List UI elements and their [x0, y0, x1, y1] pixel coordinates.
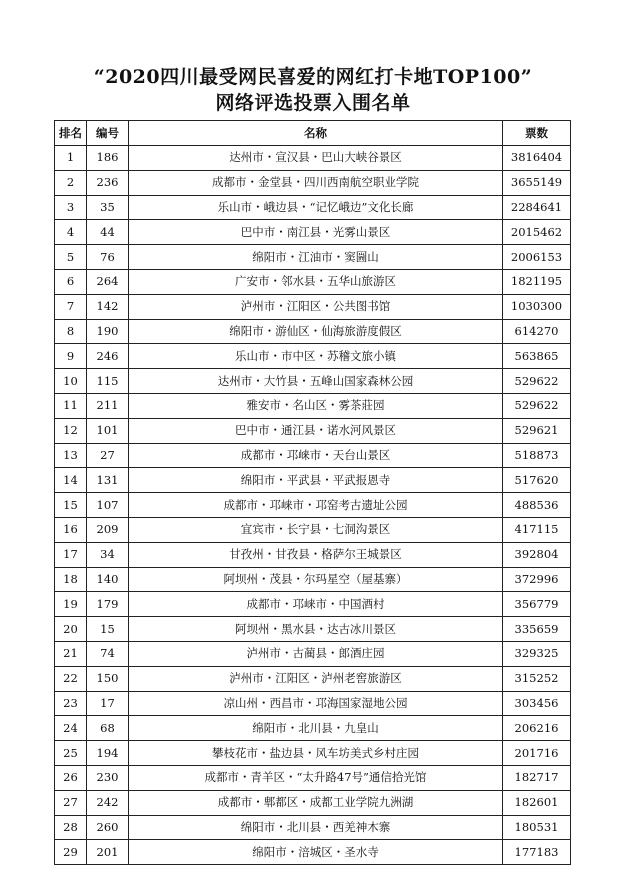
cell-rank: 2 [55, 170, 87, 195]
cell-number: 194 [87, 741, 129, 766]
cell-votes: 206216 [503, 716, 571, 741]
header-votes: 票数 [503, 121, 571, 146]
header-rank: 排名 [55, 121, 87, 146]
cell-number: 140 [87, 567, 129, 592]
cell-rank: 6 [55, 269, 87, 294]
table-row [55, 493, 571, 518]
cell-name: 乐山市・峨边县・“记忆峨边”文化长廊 [129, 195, 503, 220]
cell-votes: 517620 [503, 468, 571, 493]
cell-name: 成都市・青羊区・“太升路47号”通信拾光馆 [129, 765, 503, 790]
cell-number: 131 [87, 468, 129, 493]
header-row [55, 121, 571, 146]
cell-number: 190 [87, 319, 129, 344]
cell-rank: 4 [55, 220, 87, 245]
table-row [55, 393, 571, 418]
cell-rank: 7 [55, 294, 87, 319]
cell-name: 成都市・邛崃市・邛窑考古遗址公园 [129, 493, 503, 518]
cell-name: 泸州市・江阳区・公共图书馆 [129, 294, 503, 319]
cell-rank: 8 [55, 319, 87, 344]
cell-number: 150 [87, 666, 129, 691]
cell-rank: 27 [55, 790, 87, 815]
cell-number: 246 [87, 344, 129, 369]
cell-name: 阿坝州・黑水县・达古冰川景区 [129, 617, 503, 642]
table-row [55, 245, 571, 270]
cell-rank: 15 [55, 493, 87, 518]
cell-number: 201 [87, 840, 129, 865]
cell-number: 74 [87, 641, 129, 666]
cell-number: 107 [87, 493, 129, 518]
cell-name: 成都市・金堂县・四川西南航空职业学院 [129, 170, 503, 195]
table-row [55, 716, 571, 741]
cell-number: 264 [87, 269, 129, 294]
cell-rank: 17 [55, 542, 87, 567]
cell-name: 宜宾市・长宁县・七洞沟景区 [129, 517, 503, 542]
cell-name: 达州市・大竹县・五峰山国家森林公园 [129, 369, 503, 394]
cell-number: 15 [87, 617, 129, 642]
table-row [55, 741, 571, 766]
cell-number: 242 [87, 790, 129, 815]
cell-name: 广安市・邻水县・五华山旅游区 [129, 269, 503, 294]
cell-rank: 11 [55, 393, 87, 418]
table-row [55, 170, 571, 195]
cell-votes: 417115 [503, 517, 571, 542]
table-row [55, 517, 571, 542]
cell-votes: 529622 [503, 393, 571, 418]
cell-votes: 356779 [503, 592, 571, 617]
table-row [55, 542, 571, 567]
cell-name: 绵阳市・涪城区・圣水寺 [129, 840, 503, 865]
table-row [55, 220, 571, 245]
cell-name: 绵阳市・江油市・窦圌山 [129, 245, 503, 270]
cell-name: 绵阳市・北川县・西羌神木寨 [129, 815, 503, 840]
cell-number: 44 [87, 220, 129, 245]
cell-name: 雅安市・名山区・雾茶莊园 [129, 393, 503, 418]
document-title-line-1: “2020四川最受网民喜爱的网红打卡地TOP100” [93, 66, 533, 88]
cell-name: 绵阳市・平武县・平武报恩寺 [129, 468, 503, 493]
cell-number: 76 [87, 245, 129, 270]
cell-rank: 13 [55, 443, 87, 468]
header-number: 编号 [87, 121, 129, 146]
cell-votes: 177183 [503, 840, 571, 865]
cell-votes: 392804 [503, 542, 571, 567]
cell-rank: 19 [55, 592, 87, 617]
table-row [55, 418, 571, 443]
cell-name: 凉山州・西昌市・邛海国家湿地公园 [129, 691, 503, 716]
cell-name: 泸州市・古蔺县・郎酒庄园 [129, 641, 503, 666]
cell-rank: 28 [55, 815, 87, 840]
cell-rank: 18 [55, 567, 87, 592]
cell-number: 236 [87, 170, 129, 195]
table-row [55, 641, 571, 666]
table-row [55, 592, 571, 617]
cell-rank: 22 [55, 666, 87, 691]
cell-number: 68 [87, 716, 129, 741]
table-row [55, 617, 571, 642]
cell-votes: 335659 [503, 617, 571, 642]
cell-rank: 26 [55, 765, 87, 790]
cell-votes: 2015462 [503, 220, 571, 245]
cell-rank: 3 [55, 195, 87, 220]
cell-votes: 529622 [503, 369, 571, 394]
cell-name: 阿坝州・茂县・尔玛星空（屋基寨） [129, 567, 503, 592]
table-row [55, 344, 571, 369]
cell-votes: 372996 [503, 567, 571, 592]
cell-rank: 25 [55, 741, 87, 766]
cell-votes: 182717 [503, 765, 571, 790]
cell-votes: 329325 [503, 641, 571, 666]
cell-votes: 1030300 [503, 294, 571, 319]
cell-votes: 1821195 [503, 269, 571, 294]
cell-name: 绵阳市・北川县・九皇山 [129, 716, 503, 741]
cell-rank: 14 [55, 468, 87, 493]
table-row [55, 146, 571, 171]
cell-votes: 303456 [503, 691, 571, 716]
cell-votes: 614270 [503, 319, 571, 344]
cell-rank: 29 [55, 840, 87, 865]
cell-votes: 2006153 [503, 245, 571, 270]
cell-rank: 20 [55, 617, 87, 642]
cell-number: 115 [87, 369, 129, 394]
table-row [55, 666, 571, 691]
cell-votes: 201716 [503, 741, 571, 766]
cell-rank: 1 [55, 146, 87, 171]
cell-name: 乐山市・市中区・苏稽文旅小镇 [129, 344, 503, 369]
cell-votes: 563865 [503, 344, 571, 369]
cell-rank: 21 [55, 641, 87, 666]
ranking-table [54, 120, 571, 865]
cell-number: 34 [87, 542, 129, 567]
cell-rank: 12 [55, 418, 87, 443]
cell-rank: 16 [55, 517, 87, 542]
table-row [55, 269, 571, 294]
table-row [55, 195, 571, 220]
cell-number: 35 [87, 195, 129, 220]
cell-name: 攀枝花市・盐边县・风车坊美式乡村庄园 [129, 741, 503, 766]
cell-number: 27 [87, 443, 129, 468]
cell-rank: 24 [55, 716, 87, 741]
cell-name: 达州市・宣汉县・巴山大峡谷景区 [129, 146, 503, 171]
table-row [55, 691, 571, 716]
cell-votes: 3655149 [503, 170, 571, 195]
cell-votes: 488536 [503, 493, 571, 518]
table-row [55, 443, 571, 468]
table-row [55, 369, 571, 394]
cell-rank: 23 [55, 691, 87, 716]
cell-name: 成都市・郫都区・成都工业学院九洲湖 [129, 790, 503, 815]
header-name: 名称 [129, 121, 503, 146]
cell-number: 260 [87, 815, 129, 840]
cell-number: 186 [87, 146, 129, 171]
cell-number: 179 [87, 592, 129, 617]
cell-rank: 9 [55, 344, 87, 369]
cell-name: 甘孜州・甘孜县・格萨尔王城景区 [129, 542, 503, 567]
table-row [55, 319, 571, 344]
cell-votes: 180531 [503, 815, 571, 840]
cell-number: 211 [87, 393, 129, 418]
cell-number: 101 [87, 418, 129, 443]
cell-votes: 315252 [503, 666, 571, 691]
cell-number: 17 [87, 691, 129, 716]
table-row [55, 468, 571, 493]
cell-number: 142 [87, 294, 129, 319]
table-row [55, 840, 571, 865]
document-title-line-2: 网络评选投票入围名单 [215, 92, 411, 114]
cell-votes: 3816404 [503, 146, 571, 171]
cell-name: 成都市・邛崃市・天台山景区 [129, 443, 503, 468]
cell-votes: 2284641 [503, 195, 571, 220]
cell-rank: 5 [55, 245, 87, 270]
table-row [55, 765, 571, 790]
table-row [55, 567, 571, 592]
cell-votes: 529621 [503, 418, 571, 443]
cell-name: 巴中市・南江县・光雾山景区 [129, 220, 503, 245]
table-row [55, 790, 571, 815]
cell-rank: 10 [55, 369, 87, 394]
cell-number: 209 [87, 517, 129, 542]
cell-votes: 182601 [503, 790, 571, 815]
cell-name: 绵阳市・游仙区・仙海旅游度假区 [129, 319, 503, 344]
table-row [55, 294, 571, 319]
cell-name: 成都市・邛崃市・中国酒村 [129, 592, 503, 617]
cell-number: 230 [87, 765, 129, 790]
cell-name: 泸州市・江阳区・泸州老窖旅游区 [129, 666, 503, 691]
cell-name: 巴中市・通江县・诺水河风景区 [129, 418, 503, 443]
table-row [55, 815, 571, 840]
cell-votes: 518873 [503, 443, 571, 468]
